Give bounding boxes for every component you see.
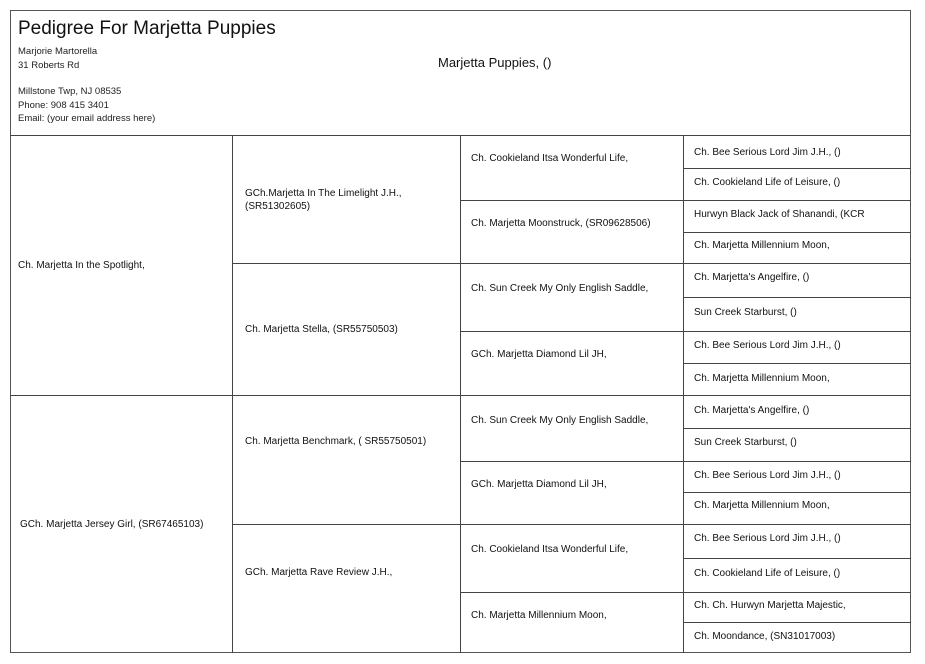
pedigree-gen3-6 [461, 462, 683, 506]
pedigree-gen3-5 [461, 396, 683, 444]
pedigree-name: Ch. Marjetta Moonstruck, (SR09628506) [471, 217, 651, 229]
pedigree-name: Hurwyn Black Jack of Shanandi, (KCR [694, 209, 865, 220]
breeder-phone: Phone: 908 415 3401 [18, 100, 109, 111]
pedigree-name: Ch. Sun Creek My Only English Saddle, [471, 282, 649, 294]
pedigree-gen3-7 [461, 525, 683, 573]
pedigree-name: Ch. Bee Serious Lord Jim J.H., () [694, 146, 841, 158]
litter-name: Marjetta Puppies, () [438, 55, 552, 70]
pedigree-name: Ch. Bee Serious Lord Jim J.H., () [694, 470, 841, 481]
pedigree-gen4-3 [684, 201, 911, 228]
pedigree-name: GCh.Marjetta In The Limelight J.H., (SR51302605) [245, 187, 402, 212]
pedigree-name: Ch. Ch. Hurwyn Marjetta Majestic, [694, 600, 846, 611]
page-title: Pedigree For Marjetta Puppies [18, 18, 276, 39]
pedigree-name: Ch. Marjetta's Angelfire, () [694, 272, 810, 283]
pedigree-gen3-3 [461, 264, 683, 312]
pedigree-gen3-8 [461, 593, 683, 637]
pedigree-grandsire-paternal [233, 136, 460, 263]
pedigree-name: GCh. Marjetta Diamond Lil JH, [471, 478, 607, 490]
pedigree-grandsire-maternal [233, 396, 460, 486]
breeder-city: Millstone Twp, NJ 08535 [18, 86, 122, 97]
pedigree-gen4-9 [684, 396, 911, 425]
pedigree-name: Ch. Bee Serious Lord Jim J.H., () [694, 533, 841, 544]
pedigree-name: Ch. Sun Creek My Only English Saddle, [471, 414, 649, 426]
pedigree-gen4-11 [684, 462, 911, 489]
pedigree-name: Ch. Marjetta Stella, (SR55750503) [245, 324, 398, 335]
pedigree-name: Ch. Marjetta's Angelfire, () [694, 405, 810, 416]
pedigree-name: GCh. Marjetta Rave Review J.H., [245, 566, 393, 578]
pedigree-gen4-5 [684, 264, 911, 291]
pedigree-name: Ch. Cookieland Life of Leisure, () [694, 568, 841, 579]
pedigree-gen4-2 [684, 169, 911, 196]
pedigree-granddam-maternal [233, 525, 460, 619]
pedigree-gen4-14 [684, 559, 911, 588]
pedigree-name: Ch. Moondance, (SN31017003) [694, 631, 836, 642]
pedigree-name: Ch. Marjetta Benchmark, ( SR55750501) [245, 435, 427, 447]
breeder-name: Marjorie Martorella [18, 46, 98, 57]
pedigree-name: Ch. Marjetta Millennium Moon, [694, 373, 830, 384]
pedigree-gen3-2 [461, 201, 683, 245]
pedigree-name: Ch. Marjetta In the Spotlight, [18, 260, 145, 271]
pedigree-gen4-7 [684, 332, 911, 359]
pedigree-name: Ch. Cookieland Life of Leisure, () [694, 177, 841, 188]
pedigree-name: Ch. Marjetta Millennium Moon, [471, 609, 607, 621]
pedigree-gen3-4 [461, 332, 683, 376]
pedigree-name: Ch. Cookieland Itsa Wonderful Life, [471, 152, 629, 164]
pedigree-sire [10, 136, 232, 395]
pedigree-name: Sun Creek Starburst, () [694, 307, 797, 318]
pedigree-name: Ch. Bee Serious Lord Jim J.H., () [694, 340, 841, 351]
pedigree-dam [10, 396, 232, 653]
breeder-street: 31 Roberts Rd [18, 60, 80, 71]
pedigree-name: Ch. Marjetta Millennium Moon, [694, 240, 830, 251]
pedigree-gen4-10 [684, 429, 911, 456]
pedigree-gen4-13 [684, 525, 911, 552]
pedigree-name: Sun Creek Starburst, () [694, 437, 797, 448]
breeder-email: Email: (your email address here) [18, 113, 156, 124]
pedigree-gen4-6 [684, 298, 911, 327]
pedigree-gen3-1 [461, 136, 683, 180]
pedigree-name: Ch. Cookieland Itsa Wonderful Life, [471, 543, 629, 555]
pedigree-name: Ch. Marjetta Millennium Moon, [694, 500, 830, 511]
pedigree-gen4-4 [684, 233, 911, 258]
pedigree-gen4-1 [684, 136, 911, 168]
pedigree-name: GCh. Marjetta Jersey Girl, (SR67465103) [20, 519, 204, 530]
pedigree-gen4-12 [684, 493, 911, 518]
pedigree-gen4-16 [684, 623, 911, 650]
pedigree-gen4-8 [684, 364, 911, 393]
pedigree-granddam-paternal [233, 264, 460, 395]
pedigree-gen4-15 [684, 593, 911, 618]
pedigree-name: GCh. Marjetta Diamond Lil JH, [471, 348, 607, 360]
